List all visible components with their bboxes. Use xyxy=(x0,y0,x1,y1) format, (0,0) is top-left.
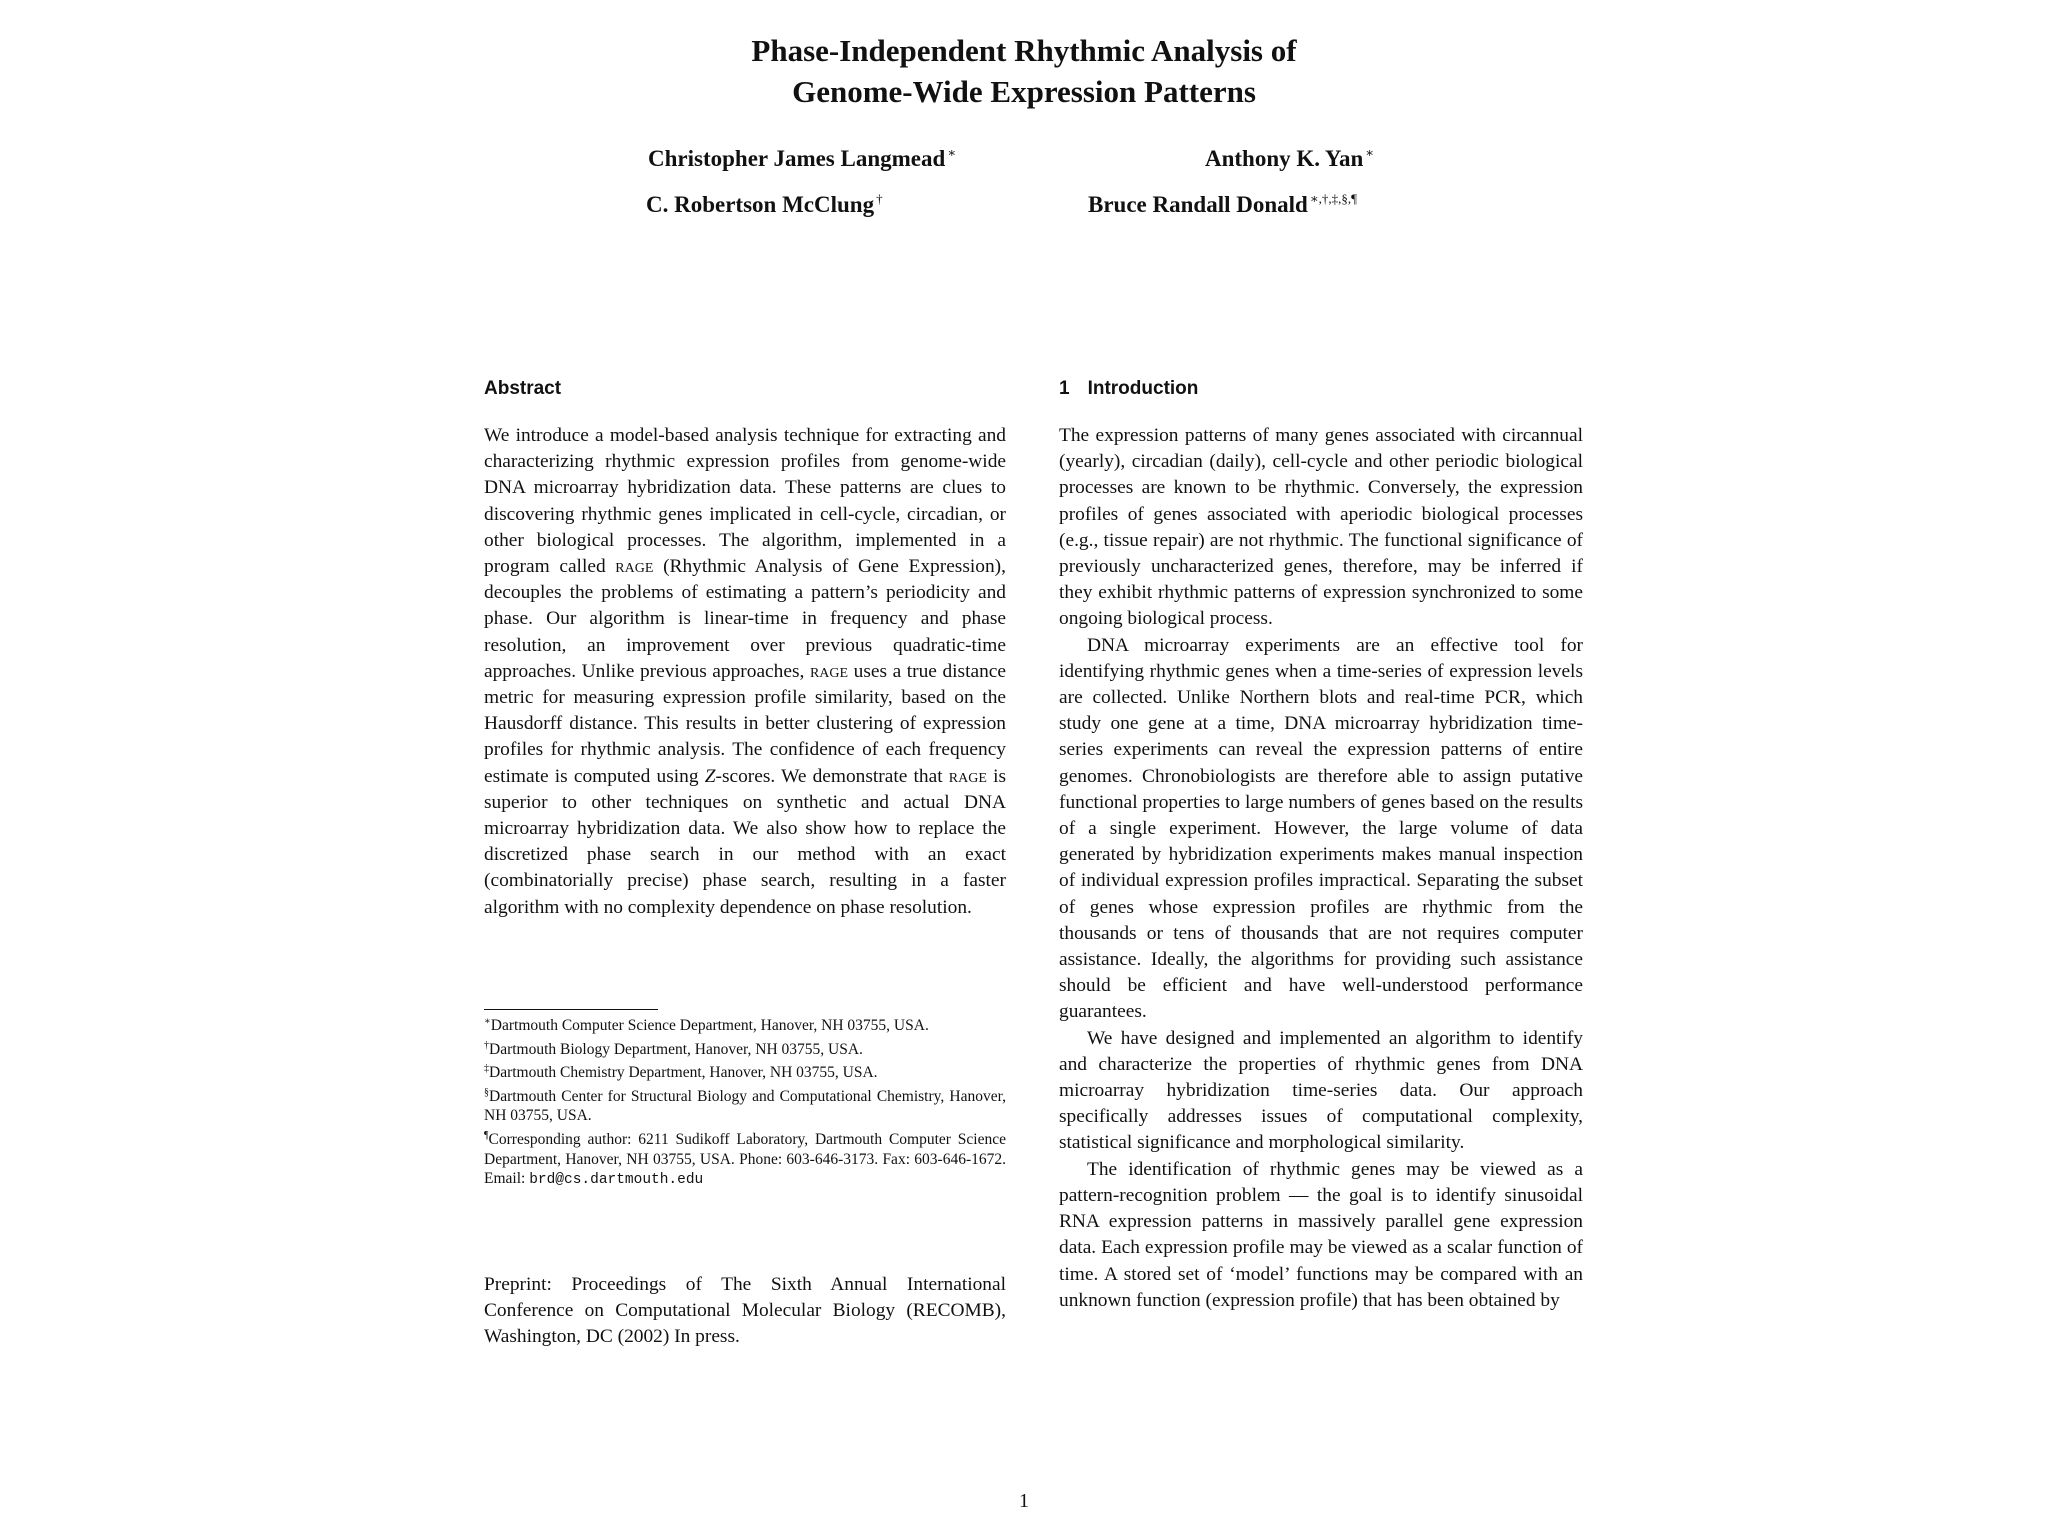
footnote-text: Dartmouth Center for Structural Biology and Computational Chemistry, Hanover, NH 03755, USA. xyxy=(484,1087,1006,1125)
footnote-text: Dartmouth Computer Science Department, Hanover, NH 03755, USA. xyxy=(490,1017,929,1034)
abstract-paragraph xyxy=(484,423,1006,921)
footnote-text: Corresponding author: 6211 Sudikoff Laboratory, Dartmouth Computer Science Department, Hanover, NH 03755, USA. Phone: 603-646-3173. Fax: 603-646-1672. Email: xyxy=(484,1130,1006,1188)
abstract-text: We introduce a model-based analysis technique for extracting and characterizing rhythmic expression profiles from genome-wide DNA microarray hybridization data. These patterns are clues to discovering rhythmic genes implicated in cell-cycle, circadian, or other biological processes. The algorithm, implemented in a program called xyxy=(484,425,1006,578)
footnote-mark: ∗ xyxy=(484,1016,491,1027)
author-yan xyxy=(1205,139,1374,173)
introduction-heading xyxy=(1059,377,1198,401)
abstract-text: (Rhythmic Analysis of Gene Expression), decouples the problems of estimating a pattern’s periodicity and phase. Our algorithm is linear-time in frequency and phase resolution, an improvement over previous quadratic-time approaches. Unlike previous approaches, xyxy=(484,556,1006,682)
footnote-text: Dartmouth Biology Department, Hanover, NH 03755, USA. xyxy=(489,1040,863,1058)
title-line-1: Phase-Independent Rhythmic Analysis of xyxy=(751,33,1297,68)
author-name: Anthony K. Yan xyxy=(1205,146,1364,171)
footnote-rule xyxy=(484,1009,658,1010)
intro-paragraph: The identification of rhythmic genes may be viewed as a pattern-recognition problem — the goal is to identify sinusoidal RNA expression patterns in massively parallel gene expression data. Each expression profile may be viewed as a scalar function of time. A stored set of ‘model’ functions may be compared with an unknown function (expression profile) that has been obtained by xyxy=(1059,1158,1583,1311)
footnote xyxy=(484,1012,1006,1036)
author-langmead xyxy=(648,139,956,173)
footnote-text: Dartmouth Chemistry Department, Hanover, NH 03755, USA. xyxy=(489,1064,878,1082)
author-donald xyxy=(1088,185,1357,219)
paper-title xyxy=(0,30,2048,112)
footnote xyxy=(484,1126,1006,1191)
rage-name: rage xyxy=(615,556,654,578)
intro-paragraph: The expression patterns of many genes associated with circannual (yearly), circadian (daily), cell-cycle and other periodic biological processes are known to be rhythmic. Conversely, the expression profiles of genes associated with aperiodic biological processes (e.g., tissue repair) are not rhythmic. The functional significance of previously uncharacterized genes, therefore, may be inferred if they exhibit rhythmic patterns of expression synchronized to some ongoing biological process. xyxy=(1059,425,1583,630)
page-number: 1 xyxy=(1019,1490,1029,1512)
footnote-mark: ‡ xyxy=(484,1063,489,1075)
author-name: Bruce Randall Donald xyxy=(1088,192,1308,217)
preprint-note: Preprint: Proceedings of The Sixth Annual International Conference on Computational Molecular Biology (RECOMB), Washington, DC (2002) In press. xyxy=(484,1274,1006,1348)
abstract-heading: Abstract xyxy=(484,378,562,399)
author-marks: ∗ xyxy=(1365,145,1375,160)
footnotes xyxy=(484,1012,1006,1191)
author-mcclung xyxy=(646,185,883,219)
intro-paragraph: DNA microarray experiments are an effective tool for identifying rhythmic genes when a time-series of expression levels are collected. Unlike Northern blots and real-time PCR, which study one gene at a time, DNA microarray hybridization time-series experiments can reveal the expression patterns of entire genomes. Chronobiologists are therefore able to assign putative functional properties to large numbers of genes based on the results of a single experiment. However, the large volume of data generated by hybridization experiments makes manual inspection of individual expression profiles impractical. Separating the subset of genes whose expression profiles are rhythmic from the thousands or tens of thousands that are not requires computer assistance. Ideally, the algorithms for providing such assistance should be efficient and have well-understood performance guarantees. xyxy=(1059,634,1583,1023)
section-number: 1 xyxy=(1059,378,1070,399)
corresponding-email: brd@cs.dartmouth.edu xyxy=(529,1172,704,1189)
rage-name: rage xyxy=(809,660,849,682)
abstract-text: is superior to other techniques on synthetic and actual DNA microarray hybridization data. We also show how to replace the discretized phase search in our method with an exact (combinatorially precise) phase search, resulting in a faster algorithm with no complexity dependence on phase resolution. xyxy=(484,765,1007,918)
introduction-body xyxy=(1059,423,1583,1314)
rage-name: rage xyxy=(948,765,987,787)
author-marks: † xyxy=(876,191,883,206)
title-line-2: Genome-Wide Expression Patterns xyxy=(792,74,1256,109)
abstract-text: uses a true distance metric for measuring expression profile similarity, based on the Hausdorff distance. This results in better clustering of expression profiles for rhythmic analysis. The confidence of each frequency estimate is computed using xyxy=(484,660,1006,787)
z-symbol: Z xyxy=(704,765,716,787)
author-name: Christopher James Langmead xyxy=(648,146,946,171)
footnote-mark: ¶ xyxy=(484,1129,489,1141)
author-name: C. Robertson McClung xyxy=(646,192,875,217)
footnote xyxy=(484,1083,1006,1126)
abstract-body xyxy=(484,423,1006,921)
abstract-text: -scores. We demonstrate that xyxy=(715,765,949,787)
section-title: Introduction xyxy=(1087,378,1199,399)
footnote xyxy=(484,1059,1006,1083)
author-marks: ∗,†,‡,§,¶ xyxy=(1309,191,1358,206)
intro-paragraph: We have designed and implemented an algorithm to identify and characterize the properties of rhythmic genes from DNA microarray hybridization time-series data. Our approach specifically addresses issues of computational complexity, statistical significance and morphological similarity. xyxy=(1059,1027,1583,1154)
footnote-mark: § xyxy=(484,1086,489,1098)
footnote-mark: † xyxy=(484,1039,489,1051)
footnote xyxy=(484,1036,1006,1060)
author-marks: ∗ xyxy=(947,145,957,160)
